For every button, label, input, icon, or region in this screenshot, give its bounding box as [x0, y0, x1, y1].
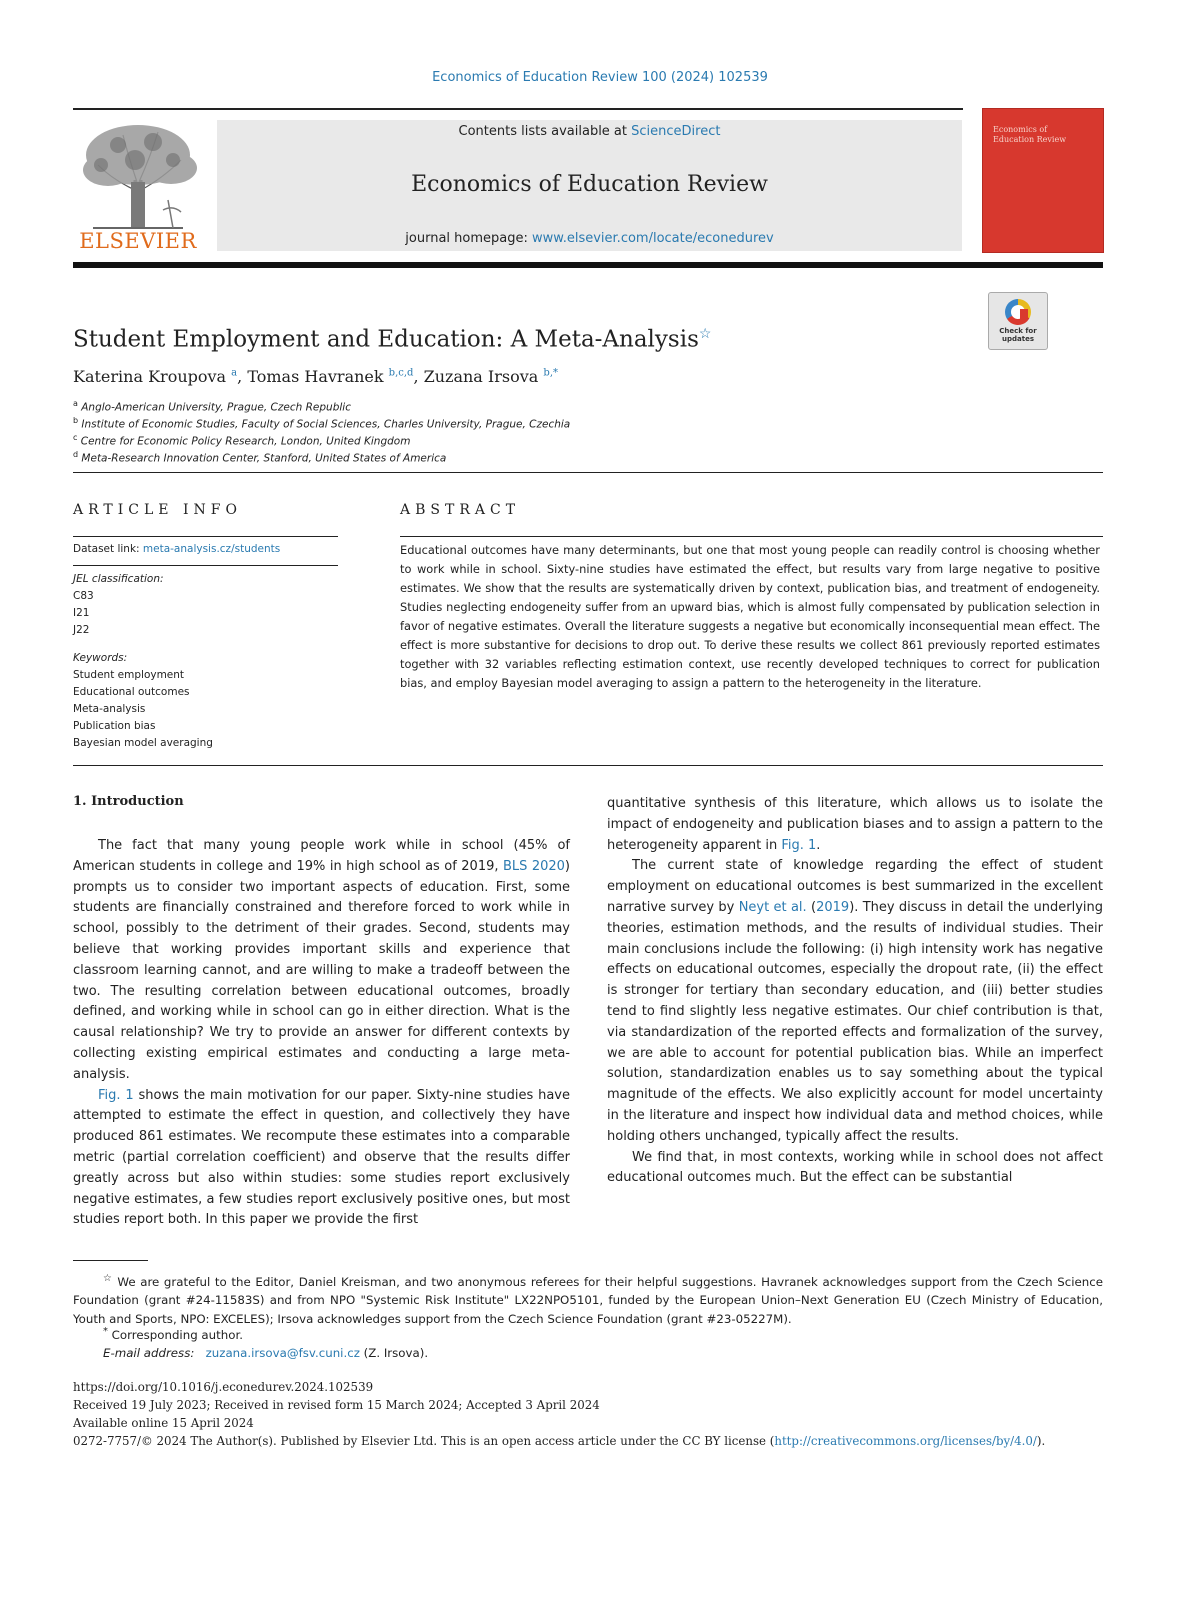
- article-title-text: Student Employment and Education: A Meta-Analysis: [73, 326, 699, 353]
- journal-reference[interactable]: Economics of Education Review 100 (2024) 102539: [432, 70, 768, 85]
- dataset-link[interactable]: meta-analysis.cz/students: [142, 543, 281, 555]
- paragraph: [607, 794, 1103, 856]
- keyword: Student employment: [73, 669, 185, 681]
- author-affil-mark[interactable]: a: [231, 367, 238, 379]
- paragraph: We find that, in most contexts, working while in school does not affect educational outcomes much. But the effect can be substantial: [607, 1149, 1103, 1186]
- license-text: 0272-7757/© 2024 The Author(s). Published by Elsevier Ltd. This is an open access article under the CC BY license (: [73, 1434, 775, 1448]
- paragraph-text: ) prompts us to consider two important aspects of education. First, some students are financially constrained and therefore forced to work while in school, possibly to the detriment of their grades. Second, students may believe that working provides important skills and experience that classroom learning cannot, and are willing to make a tradeoff between the two. The resulting correlation between educational outcomes, broadly defined, and working while in school can go in either direction. What is the causal relationship? We try to provide an answer for different contexts by collecting existing empirical estimates and conducting a large meta-analysis.: [73, 858, 570, 1082]
- abstract-rule: [400, 536, 1103, 537]
- author-separator: ,: [237, 367, 248, 386]
- affiliation-text: Meta-Research Innovation Center, Stanford, United States of America: [81, 452, 447, 465]
- author-list: [73, 367, 558, 386]
- jel-label: JEL classification:: [73, 573, 164, 585]
- body-column-right: [607, 794, 1103, 1189]
- jel-code: C83: [73, 590, 94, 602]
- affiliation-mark: c: [73, 433, 78, 442]
- available-line: Available online 15 April 2024: [73, 1416, 254, 1430]
- author-affil-mark[interactable]: b,*: [543, 367, 559, 379]
- jel-code: J22: [73, 624, 90, 636]
- abstract-heading: ABSTRACT: [400, 502, 521, 518]
- footnote-star-mark: ☆: [103, 1273, 113, 1284]
- email-suffix: (Z. Irsova).: [359, 1346, 429, 1360]
- article-title: [73, 326, 711, 353]
- affiliation-text: Centre for Economic Policy Research, London, United Kingdom: [80, 435, 411, 448]
- contents-line: [217, 124, 962, 139]
- email-label: E-mail address:: [103, 1346, 195, 1360]
- acknowledgement-footnote: [73, 1270, 1103, 1328]
- author-name[interactable]: Tomas Havranek: [247, 367, 384, 386]
- paragraph-text: ). They discuss in detail the underlying theories, estimation methods, and the results of individual studies. Their main conclusions include the following: (i) high intensity work has negative effects on educational outcomes, especially the dropout rate, (ii) the effect is stronger for tertiary than secondary education, and (iii) better studies tend to find slightly less negative estimates. Our chief contribution is that, via standardization of the reported effects and formalization of the survey, we are able to account for potential publication bias. While an imperfect solution, standardization enables us to say something about the typical magnitude of the effects. We also explicitly account for model uncertainty in the literature and inspect how individual data and method choices, while holding others unchanged, typically affect the results.: [607, 899, 1103, 1144]
- figure-link[interactable]: Fig. 1: [98, 1087, 134, 1103]
- cover-title: Economics of Education Review: [993, 125, 1067, 144]
- journal-header-band: [217, 120, 962, 251]
- top-rule: [73, 108, 963, 110]
- affiliation-mark: a: [73, 399, 78, 408]
- elsevier-logo: [73, 120, 203, 255]
- paragraph: [607, 856, 1103, 1147]
- author-name[interactable]: Zuzana Irsova: [423, 367, 539, 386]
- paragraph-text: The fact that many young people work while in school (45% of American students in college and 19% in high school as of 2019,: [73, 838, 570, 874]
- check-updates-icon: [1005, 299, 1031, 325]
- doi-link[interactable]: https://doi.org/10.1016/j.econedurev.2024.102539: [73, 1380, 374, 1394]
- affiliation: [73, 399, 351, 414]
- received-line: Received 19 July 2023; Received in revised form 15 March 2024; Accepted 3 April 2024: [73, 1398, 600, 1412]
- license-link[interactable]: http://creativecommons.org/licenses/by/4.0/: [774, 1434, 1037, 1448]
- homepage-prefix: journal homepage:: [405, 231, 533, 246]
- citation-link[interactable]: BLS 2020: [502, 858, 565, 874]
- title-footnote-mark[interactable]: ☆: [698, 326, 712, 342]
- homepage-link[interactable]: www.elsevier.com/locate/econedurev: [532, 231, 774, 246]
- affiliation: [73, 450, 446, 465]
- footnote-text: Corresponding author.: [111, 1327, 243, 1342]
- keywords-label: Keywords:: [73, 652, 128, 664]
- footnote-mark: *: [103, 1326, 108, 1337]
- email-link[interactable]: zuzana.irsova@fsv.cuni.cz: [205, 1346, 360, 1360]
- affiliation-text: Institute of Economic Studies, Faculty of Social Sciences, Charles University, Prague, Czechia: [81, 418, 571, 431]
- affiliation-mark: b: [73, 416, 79, 425]
- author-affil-mark[interactable]: b,c,d: [388, 367, 414, 379]
- citation-year-link[interactable]: 2019: [816, 899, 850, 915]
- body-column-left: [73, 836, 570, 1231]
- license-text: ).: [1036, 1434, 1046, 1448]
- affiliation-text: Anglo-American University, Prague, Czech Republic: [81, 401, 351, 414]
- paragraph-text: (: [806, 899, 817, 915]
- corresponding-author-footnote: [103, 1326, 243, 1342]
- jel-code: I21: [73, 607, 90, 619]
- keyword: Educational outcomes: [73, 686, 190, 698]
- affiliation-mark: d: [73, 450, 79, 459]
- affiliation: [73, 433, 410, 448]
- section-heading: 1. Introduction: [73, 794, 184, 809]
- citation-link[interactable]: Neyt et al.: [738, 899, 807, 915]
- homepage-line: [217, 231, 962, 246]
- sciencedirect-link[interactable]: ScienceDirect: [631, 124, 721, 139]
- paragraph-text: .: [816, 837, 821, 853]
- check-for-updates-button[interactable]: [988, 292, 1048, 350]
- author-name[interactable]: Katerina Kroupova: [73, 367, 227, 386]
- footnote-rule: [73, 1260, 148, 1261]
- keyword: Bayesian model averaging: [73, 737, 213, 749]
- license-line: [73, 1434, 1045, 1448]
- abstract-bottom-rule: [73, 765, 1103, 766]
- header-thick-rule: [73, 262, 1103, 268]
- email-footnote: [103, 1346, 428, 1360]
- footnote-text: We are grateful to the Editor, Daniel Kreisman, and two anonymous referees for their helpful suggestions. Havranek acknowledges support from the Czech Science Foundation (grant #24-11583S) and from NPO "Systemic Risk Institute" LX22NPO5101, funded by the European Union–Next Generation EU (Czech Ministry of Education, Youth and Sports, NPO: EXCELES); Irsova acknowledges support from the Czech Science Foundation (grant #23-05227M).: [73, 1274, 1103, 1326]
- article-info-rule: [73, 536, 338, 537]
- figure-link[interactable]: Fig. 1: [781, 837, 817, 853]
- journal-cover-thumbnail[interactable]: [982, 108, 1104, 253]
- article-info-heading: ARTICLE INFO: [73, 502, 242, 518]
- dataset-prefix: Dataset link:: [73, 543, 143, 555]
- paragraph-text: quantitative synthesis of this literature, which allows us to isolate the impact of endogeneity and publication biases and to assign a pattern to the heterogeneity apparent in: [607, 796, 1103, 853]
- abstract-text: Educational outcomes have many determinants, but one that most young people can readily control is choosing whether to work while in school. Sixty-nine studies have estimated the effect, but results vary from large negative to positive estimates. We show that the results are systematically driven by context, publication bias, and treatment of endogeneity. Studies neglecting endogeneity suffer from an upward bias, which is almost fully compensated by publication selection in favor of negative estimates. Overall the literature suggests a negative but economically inconsequential mean effect. The effect is more substantive for decisions to drop out. To derive these results we collect 861 previously reported estimates together with 32 variables reflecting estimation context, use recently developed techniques to correct for publication bias, and employ Bayesian model averaging to assign a pattern to the heterogeneity in the literature.: [400, 543, 1100, 690]
- dataset-rule: [73, 565, 338, 566]
- contents-prefix: Contents lists available at: [458, 124, 632, 139]
- author-separator: ,: [413, 367, 424, 386]
- keyword: Meta-analysis: [73, 703, 146, 715]
- paragraph-text: The current state of knowledge regarding the effect of student employment on educational outcomes is best summarized in the excellent narrative survey by: [607, 858, 1103, 915]
- journal-name: Economics of Education Review: [411, 172, 768, 197]
- dataset-line: [73, 543, 280, 555]
- affiliation: [73, 416, 570, 431]
- paragraph: [73, 1086, 570, 1232]
- elsevier-tree-icon: [73, 120, 203, 230]
- check-updates-label: Check for updates: [999, 327, 1037, 343]
- elsevier-wordmark: ELSEVIER: [79, 229, 197, 253]
- affiliation-rule: [73, 472, 1103, 473]
- keyword: Publication bias: [73, 720, 156, 732]
- paragraph-text: shows the main motivation for our paper. Sixty-nine studies have attempted to estimate the effect in question, and collectively they have produced 861 estimates. We recompute these estimates into a comparable metric (partial correlation coefficient) and observe that the results differ greatly across but also within studies: some studies report exclusively negative estimates, a few studies report exclusively positive ones, but most studies report both. In this paper we provide the first: [73, 1087, 570, 1228]
- paragraph: [73, 836, 570, 1086]
